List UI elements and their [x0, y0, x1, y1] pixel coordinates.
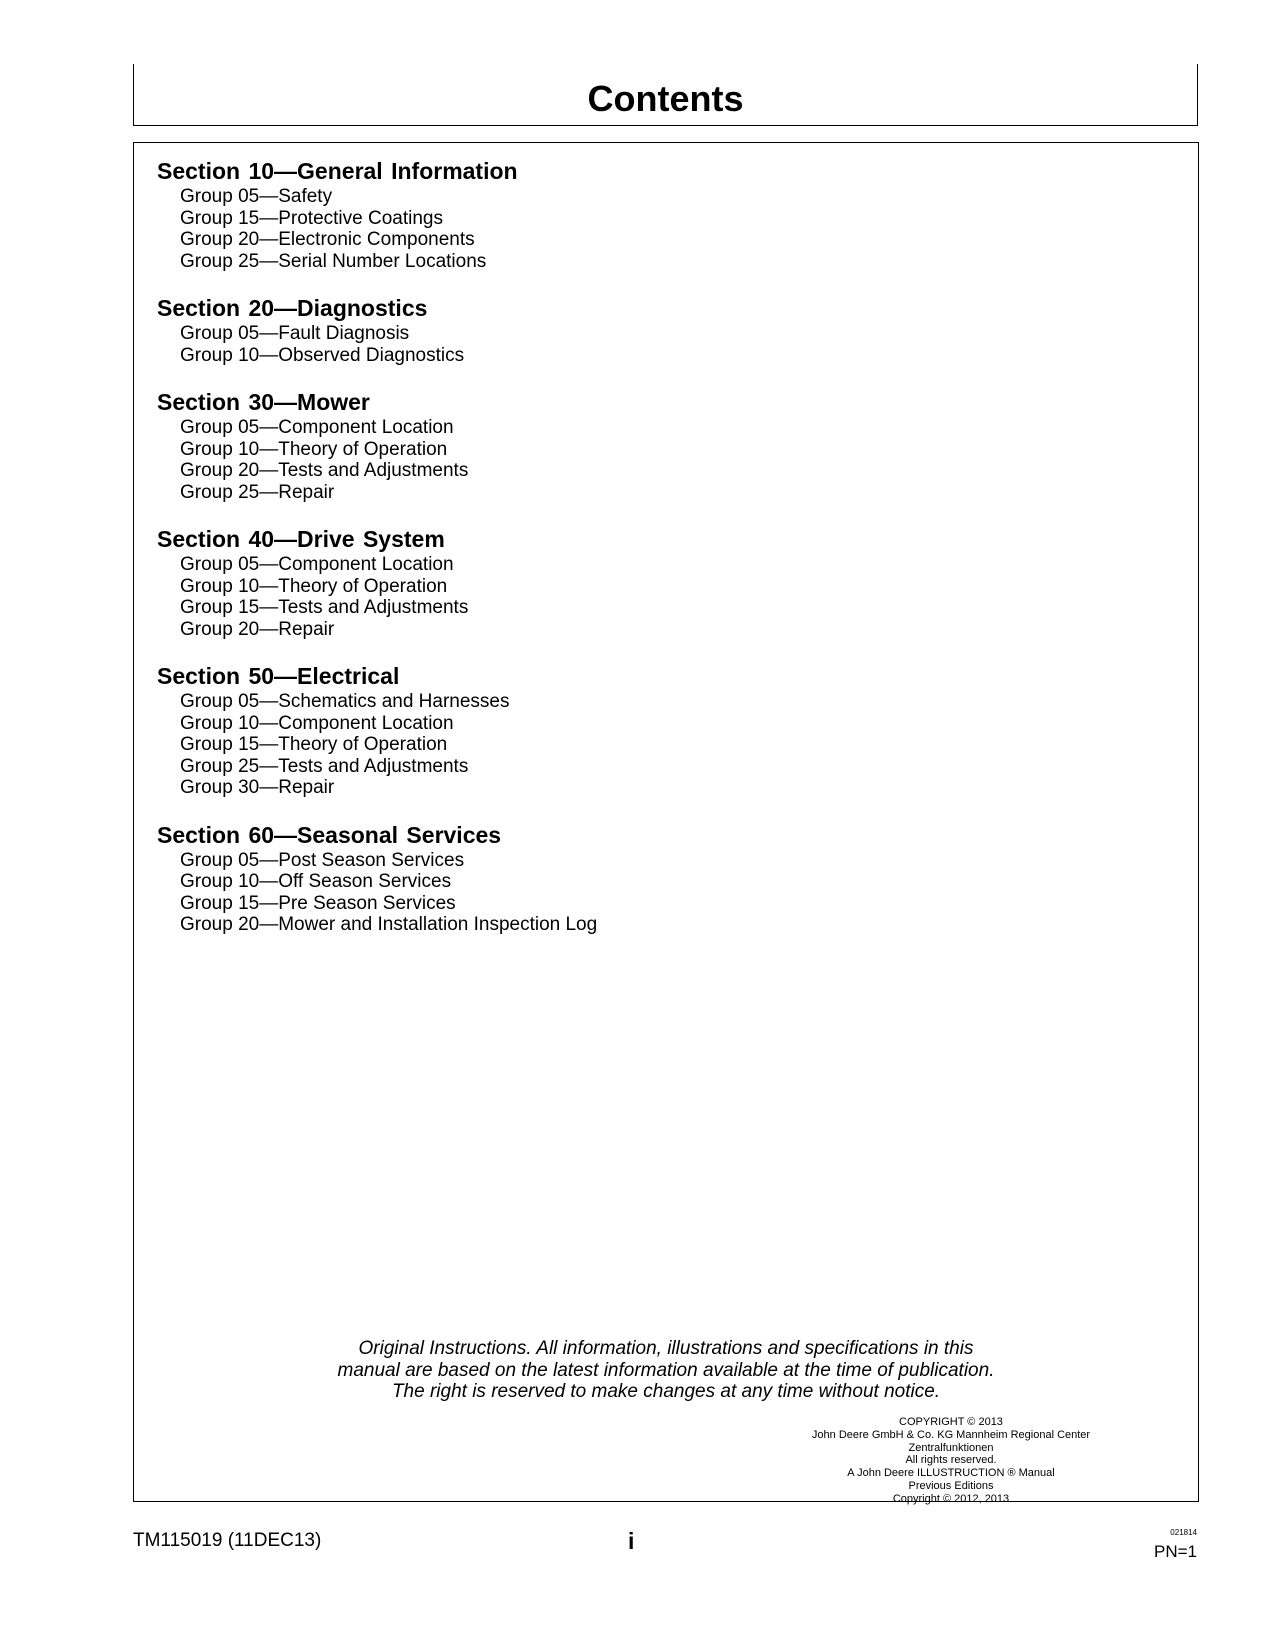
group-item[interactable]: Group 30—Repair	[180, 777, 335, 798]
notice-text	[134, 1338, 1198, 1403]
group-item[interactable]: Group 10—Theory of Operation	[180, 438, 448, 460]
group-item[interactable]: Group 25—Serial Number Locations	[180, 250, 487, 272]
footer-code: 021814	[1170, 1528, 1197, 1537]
toc-section	[157, 157, 597, 272]
toc-section	[157, 821, 597, 936]
section-title[interactable]: Section 60—Seasonal Services	[157, 821, 502, 848]
group-item[interactable]: Group 05—Fault Diagnosis	[180, 323, 410, 344]
group-item[interactable]: Group 25—Repair	[180, 481, 335, 503]
group-item[interactable]: Group 05—Safety	[180, 186, 333, 207]
copyright-line: All rights reserved.	[905, 1454, 997, 1467]
group-item[interactable]: Group 20—Repair	[180, 618, 335, 640]
group-item[interactable]: Group 20—Tests and Adjustments	[180, 460, 469, 481]
copyright-line: Previous Editions	[908, 1479, 994, 1492]
toc-section	[157, 294, 597, 366]
group-item[interactable]: Group 05—Component Location	[180, 554, 454, 575]
group-item[interactable]: Group 20—Electronic Components	[180, 229, 475, 250]
section-title[interactable]: Section 30—Mower	[157, 389, 370, 415]
group-item[interactable]: Group 15—Tests and Adjustments	[180, 597, 469, 618]
contents-box	[133, 142, 1199, 1505]
group-item[interactable]: Group 15—Pre Season Services	[180, 892, 456, 914]
notice-line: Original Instructions. All information, illustrations and specifications in this	[358, 1338, 974, 1359]
header-box	[133, 64, 1198, 126]
copyright-line: Copyright © 2012, 2013	[892, 1492, 1010, 1505]
group-item[interactable]: Group 20—Mower and Installation Inspection Log	[180, 914, 598, 935]
group-item[interactable]: Group 25—Tests and Adjustments	[180, 755, 469, 777]
group-item[interactable]: Group 10—Theory of Operation	[180, 575, 448, 597]
table-of-contents	[157, 157, 597, 958]
page-number: i	[628, 1528, 635, 1554]
copyright-line: COPYRIGHT © 2013	[899, 1416, 1003, 1428]
toc-section	[157, 525, 597, 640]
toc-section	[157, 662, 597, 799]
notice-line: manual are based on the latest information available at the time of publication.	[337, 1359, 995, 1381]
copyright-line: Zentralfunktionen	[908, 1441, 994, 1454]
page-pn: PN=1	[1154, 1542, 1197, 1561]
section-title[interactable]: Section 10—General Information	[157, 158, 518, 184]
group-item[interactable]: Group 15—Protective Coatings	[180, 207, 443, 229]
section-title[interactable]: Section 40—Drive System	[157, 526, 445, 552]
group-item[interactable]: Group 10—Off Season Services	[180, 871, 452, 892]
group-item[interactable]: Group 10—Component Location	[180, 712, 454, 734]
notice-line: The right is reserved to make changes at any time without notice.	[391, 1381, 941, 1402]
group-item[interactable]: Group 05—Post Season Services	[180, 849, 465, 871]
copyright-line: John Deere GmbH & Co. KG Mannheim Regional Center	[811, 1428, 1091, 1441]
copyright-line: A John Deere ILLUSTRUCTION ® Manual	[847, 1467, 1055, 1480]
document-id: TM115019 (11DEC13)	[133, 1530, 322, 1551]
group-item[interactable]: Group 15—Theory of Operation	[180, 734, 448, 755]
group-item[interactable]: Group 05—Schematics and Harnesses	[180, 691, 510, 712]
page-title: Contents	[587, 78, 744, 119]
group-item[interactable]: Group 10—Observed Diagnostics	[180, 344, 465, 366]
section-title[interactable]: Section 50—Electrical	[157, 663, 400, 689]
copyright-block	[751, 1416, 1151, 1506]
toc-section	[157, 388, 597, 503]
group-item[interactable]: Group 05—Component Location	[180, 417, 454, 438]
section-title[interactable]: Section 20—Diagnostics	[157, 295, 428, 321]
